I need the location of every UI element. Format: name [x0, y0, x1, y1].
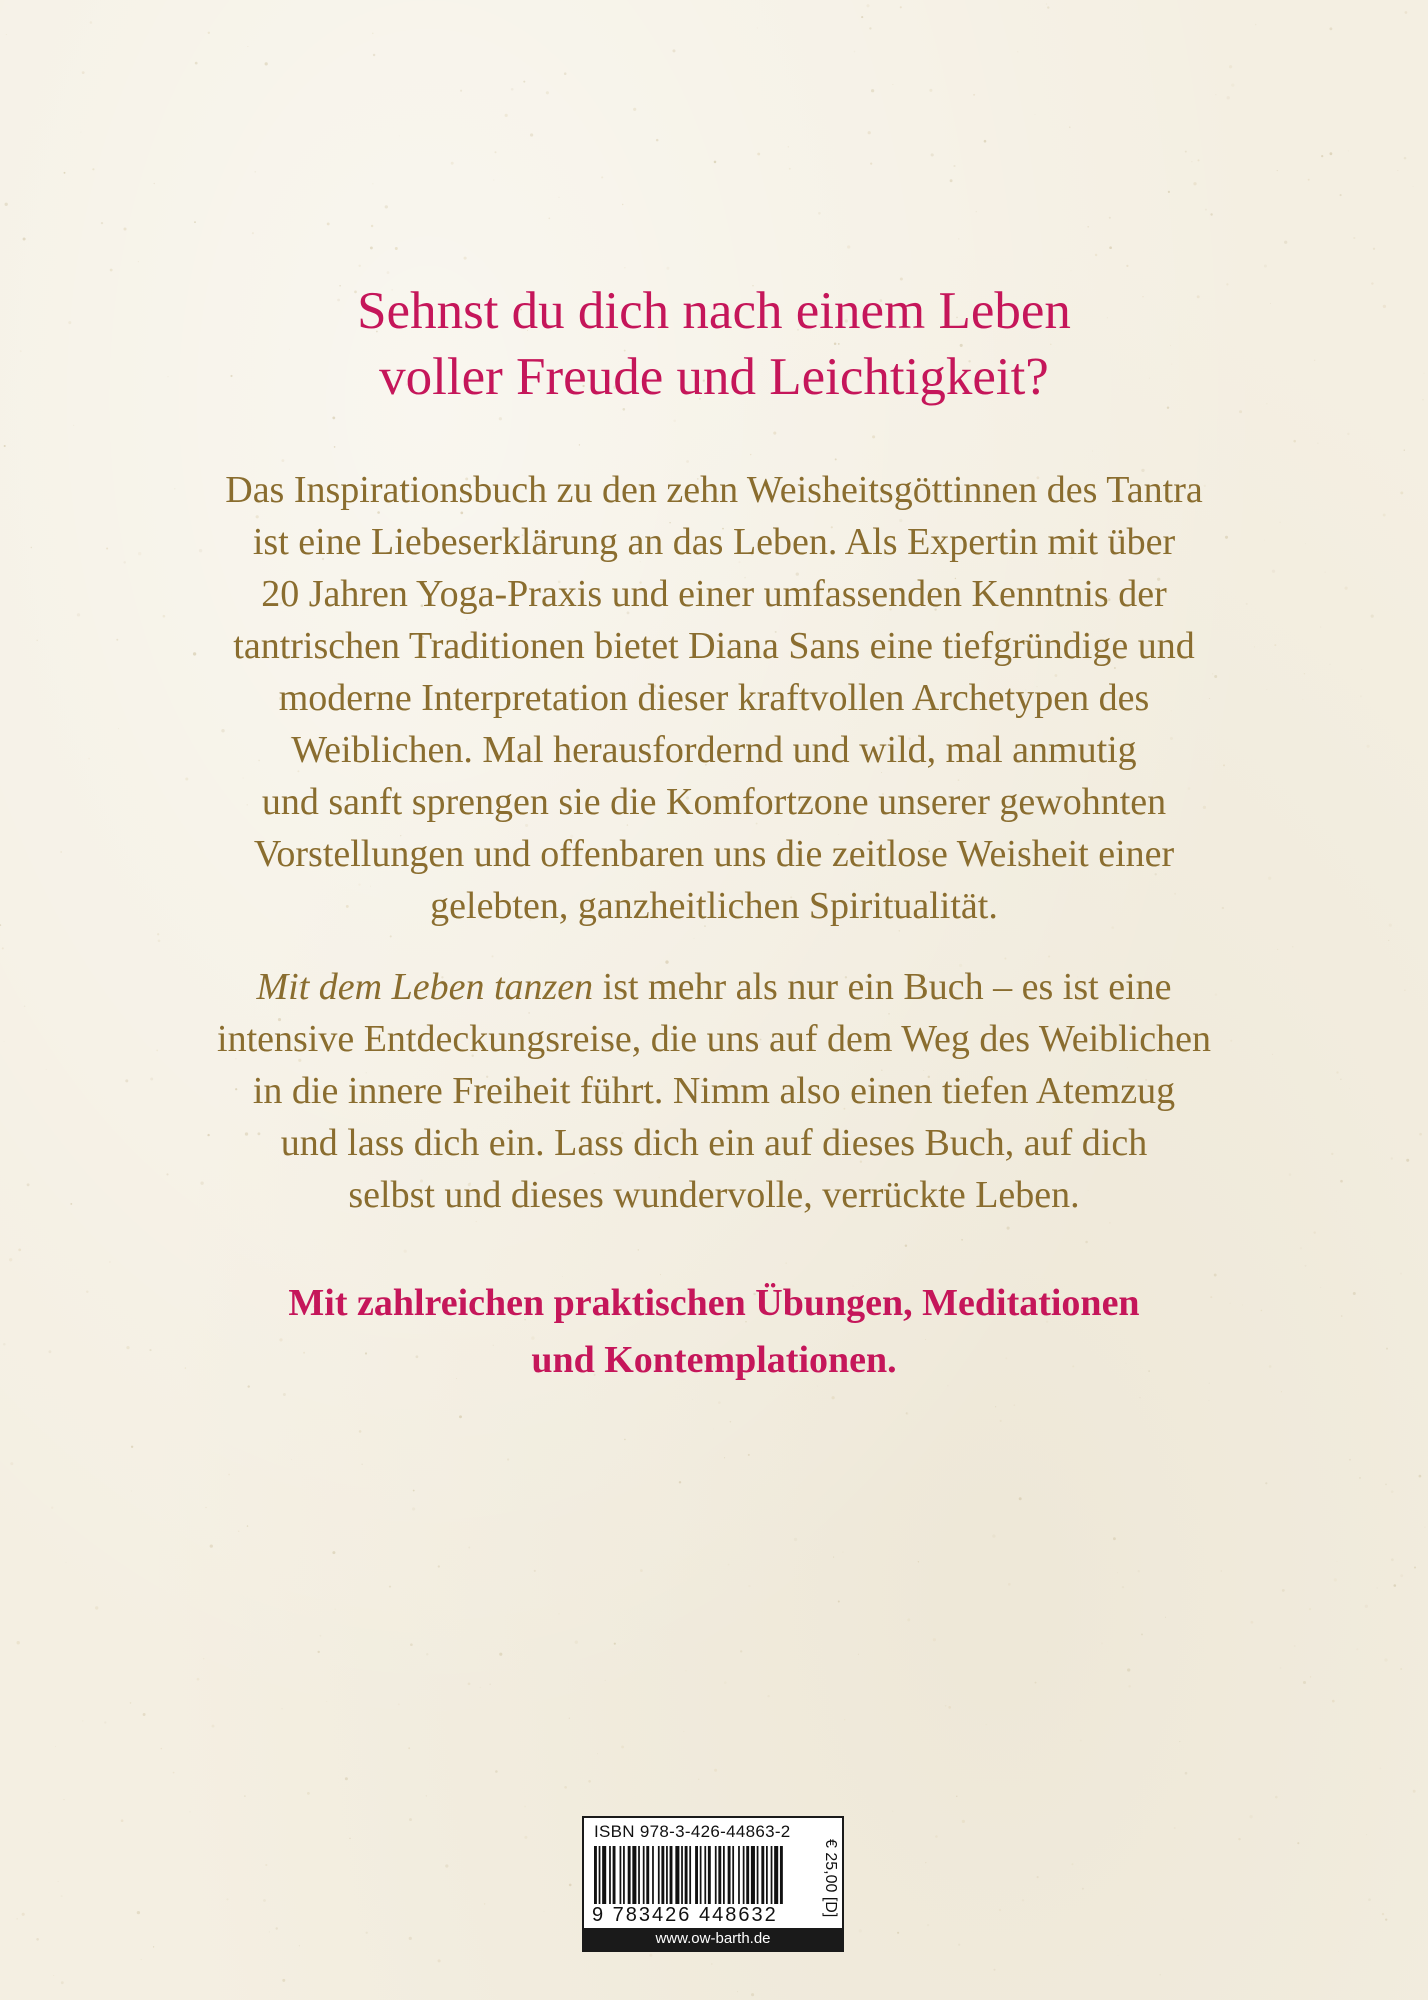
description-paragraph-2	[0, 961, 1428, 1221]
paragraph-1-line: moderne Interpretation dieser kraftvollen Archetypen des	[278, 677, 1150, 719]
highlight-line-1: Mit zahlreichen praktischen Übungen, Meditationen	[288, 1282, 1140, 1324]
paragraph-1-line: gelebten, ganzheitlichen Spiritualität.	[430, 885, 998, 927]
headline-line-1: Sehnst du dich nach einem Leben	[357, 282, 1071, 340]
isbn-barcode-box	[582, 1816, 844, 1952]
paragraph-1-line: 20 Jahren Yoga-Praxis und einer umfassenden Kenntnis der	[261, 573, 1167, 615]
paragraph-1-line: ist eine Liebeserklärung an das Leben. Als Expertin mit über	[252, 521, 1176, 563]
paragraph-1-line: tantrischen Traditionen bietet Diana Sans eine tiefgründige und	[233, 625, 1195, 667]
paragraph-1-line: Vorstellungen und offenbaren uns die zeitlose Weisheit einer	[253, 833, 1175, 875]
paragraph-2-line: selbst und dieses wundervolle, verrückte Leben.	[348, 1174, 1080, 1216]
description-paragraph-1	[0, 464, 1428, 932]
paragraph-2-line: intensive Entdeckungsreise, die uns auf dem Weg des Weiblichen	[217, 1018, 1211, 1060]
publisher-url: www.ow-barth.de	[584, 1928, 842, 1950]
paragraph-2-line	[0, 961, 1428, 1013]
features-highlight	[0, 1275, 1428, 1389]
headline	[0, 278, 1428, 410]
book-title: Mit dem Leben tanzen	[256, 966, 594, 1008]
headline-line-2: voller Freude und Leichtigkeit?	[379, 348, 1049, 406]
paragraph-2-line: in die innere Freiheit führt. Nimm also einen tiefen Atemzug	[252, 1070, 1176, 1112]
paragraph-1-line: Weiblichen. Mal herausfordernd und wild, mal anmutig	[291, 729, 1137, 771]
paragraph-1-line: Das Inspirationsbuch zu den zehn Weisheitsgöttinnen des Tantra	[225, 469, 1203, 511]
highlight-line-2: und Kontemplationen.	[531, 1339, 897, 1381]
isbn-label: ISBN 978-3-426-44863-2	[594, 1822, 791, 1841]
paragraph-2-line: und lass dich ein. Lass dich ein auf dieses Buch, auf dich	[280, 1122, 1148, 1164]
paragraph-1-line: und sanft sprengen sie die Komfortzone unserer gewohnten	[261, 781, 1167, 823]
barcode-icon	[594, 1846, 808, 1904]
barcode-digits: 9 783426 448632	[592, 1904, 778, 1926]
price-label: € 25,00 [D]	[822, 1838, 839, 1918]
paragraph-2-line-rest: ist mehr als nur ein Buch – es ist eine	[593, 966, 1172, 1008]
